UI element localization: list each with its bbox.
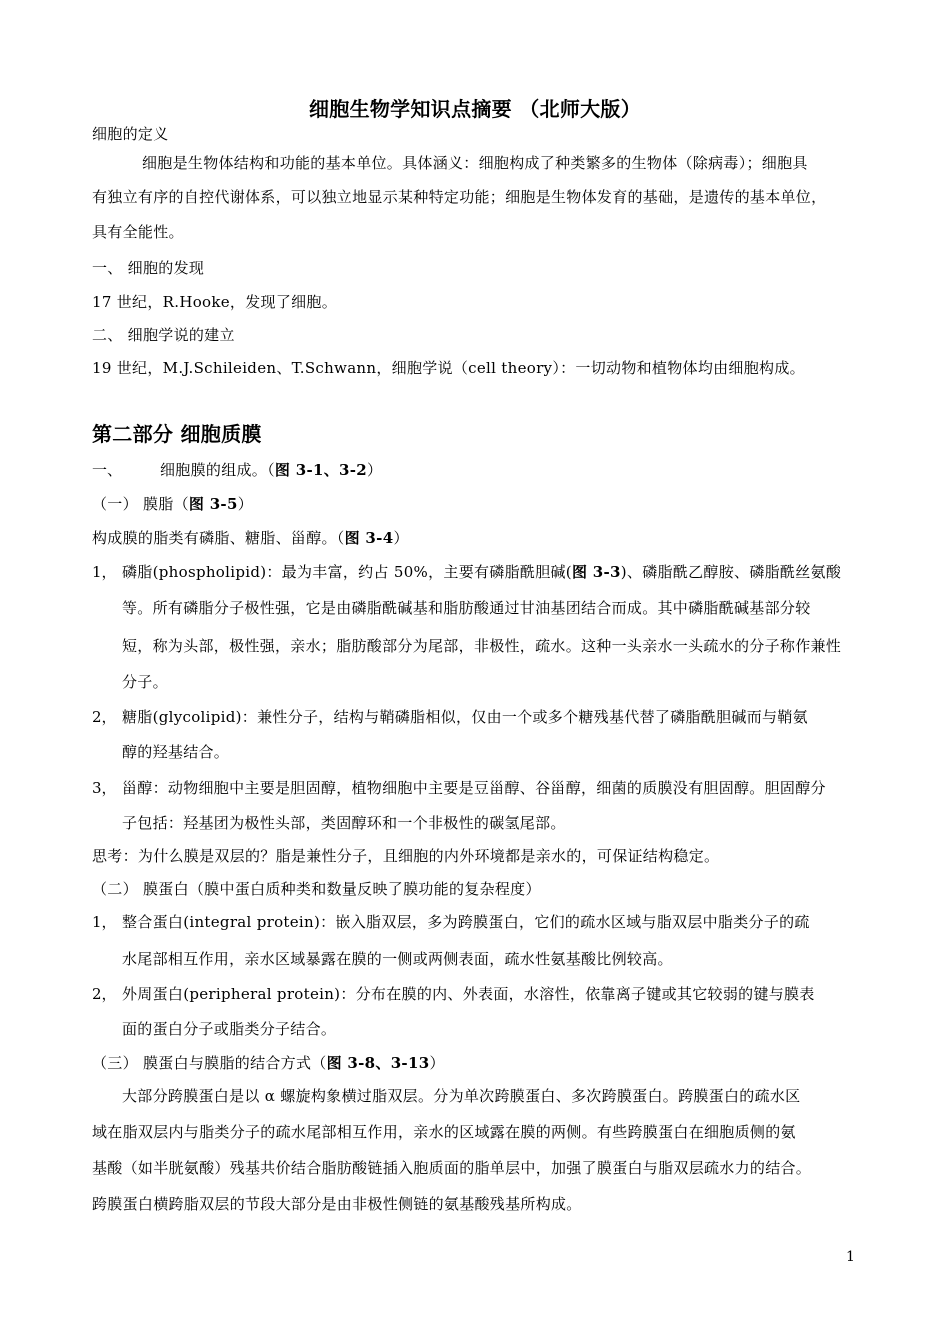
list-number: 3， [92,779,117,797]
paragraph-line: 构成膜的脂类有磷脂、糖脂、甾醇。（图 3-4） [92,529,409,547]
list-item-line: 甾醇：动物细胞中主要是胆固醇，植物细胞中主要是豆甾醇、谷甾醇，细菌的质膜没有胆固醇。胆固醇分 [122,779,826,797]
paragraph-line: 具有全能性。 [92,223,184,241]
list-number: 2， [92,985,117,1003]
list-item-line: 糖脂(glycolipid)：兼性分子，结构与鞘磷脂相似，仅由一个或多个糖残基代替了磷脂酰胆碱而与鞘氨 [122,708,808,726]
figure-reference: 图 3-4 [344,529,394,547]
list-item-line: 水尾部相互作用，亲水区域暴露在膜的一侧或两侧表面，疏水性氨基酸比例较高。 [122,950,673,968]
section-heading-discovery: 一、 细胞的发现 [92,259,205,277]
list-item-line: 分子。 [122,673,168,691]
part-heading: 第二部分 细胞质膜 [92,422,262,446]
figure-reference: 图 3-8、3-13 [326,1054,430,1072]
section-heading-cell-definition: 细胞的定义 [92,125,169,143]
paragraph-line: 有独立有序的自控代谢体系，可以独立地显示某种特定功能；细胞是生物体发育的基础，是遗传的基本单位， [92,188,827,206]
paragraph-line: 域在脂双层内与脂类分子的疏水尾部相互作用，亲水的区域露在膜的两侧。有些跨膜蛋白在细胞质侧的氨 [92,1123,796,1141]
list-number: 1， [92,913,117,931]
subsection-heading-binding: （三） 膜蛋白与膜脂的结合方式（图 3-8、3-13） [92,1054,445,1072]
think-question: 思考：为什么膜是双层的？脂是兼性分子，且细胞的内外环境都是亲水的，可保证结构稳定。 [92,847,720,865]
section-heading-membrane-composition: 细胞膜的组成。（图 3-1、3-2） [160,461,383,479]
list-number: 1， [92,563,117,581]
list-item-line: 短，称为头部，极性强，亲水；脂肪酸部分为尾部，非极性，疏水。这种一头亲水一头疏水的分子称作兼性 [122,637,842,655]
paragraph-line: 19 世纪，M.J.Schileiden、T.Schwann，细胞学说（cell theory）：一切动物和植物体均由细胞构成。 [92,359,805,377]
list-item-line: 磷脂(phospholipid)：最为丰富，约占 50%，主要有磷脂酰胆碱(图 3-3)、磷脂酰乙醇胺、磷脂酰丝氨酸 [122,563,842,581]
list-item-line: 醇的羟基结合。 [122,743,230,761]
paragraph-line: 跨膜蛋白横跨脂双层的节段大部分是由非极性侧链的氨基酸残基所构成。 [92,1195,582,1213]
list-item-line: 整合蛋白(integral protein)：嵌入脂双层，多为跨膜蛋白，它们的疏水区域与脂双层中脂类分子的疏 [122,913,810,931]
list-item-line: 面的蛋白分子或脂类分子结合。 [122,1020,337,1038]
paragraph-line: 细胞是生物体结构和功能的基本单位。具体涵义：细胞构成了种类繁多的生物体（除病毒）；细胞具 [142,154,808,172]
list-item-line: 子包括：羟基团为极性头部，类固醇环和一个非极性的碳氢尾部。 [122,814,566,832]
subsection-heading-proteins: （二） 膜蛋白（膜中蛋白质种类和数量反映了膜功能的复杂程度） [92,880,541,898]
figure-reference: 图 3-1、3-2 [274,461,368,479]
section-number: 一、 [92,461,123,479]
figure-reference: 图 3-3 [571,563,621,581]
list-item-line: 等。所有磷脂分子极性强，它是由磷脂酰碱基和脂肪酸通过甘油基团结合而成。其中磷脂酰碱基部分较 [122,599,811,617]
section-heading-cell-theory: 二、 细胞学说的建立 [92,326,235,344]
page-number: 1 [846,1249,855,1265]
list-item-line: 外周蛋白(peripheral protein)：分布在膜的内、外表面，水溶性，依靠离子键或其它较弱的键与膜表 [122,985,815,1003]
page-title: 细胞生物学知识点摘要 （北师大版） [308,97,642,121]
paragraph-line: 17 世纪，R.Hooke，发现了细胞。 [92,293,338,311]
paragraph-line: 基酸（如半胱氨酸）残基共价结合脂肪酸链插入胞质面的脂单层中，加强了膜蛋白与脂双层疏水力的结合。 [92,1159,812,1177]
list-number: 2， [92,708,117,726]
figure-reference: 图 3-5 [188,495,238,513]
subsection-heading-lipids: （一） 膜脂（图 3-5） [92,495,254,513]
paragraph-line: 大部分跨膜蛋白是以 α 螺旋构象横过脂双层。分为单次跨膜蛋白、多次跨膜蛋白。跨膜蛋白的疏水区 [122,1087,801,1105]
